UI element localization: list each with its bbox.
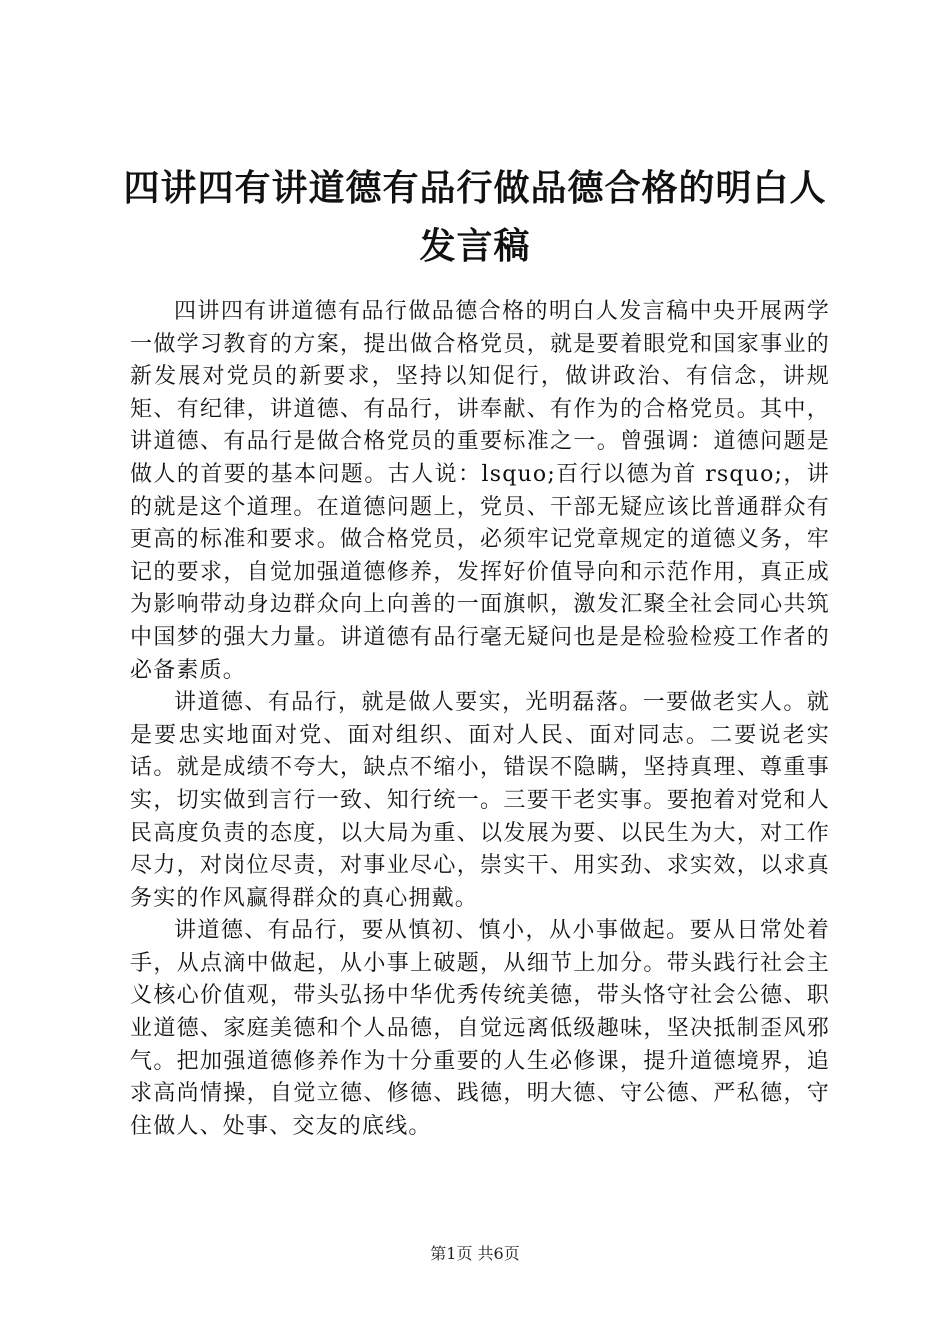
paragraph-3: 讲道德、有品行，要从慎初、慎小，从小事做起。要从日常处着手，从点滴中做起，从小事上破题，从细节上加分。带头践行社会主义核心价值观，带头弘扬中华优秀传统美德，带头恪守社会公德、职业道德、家庭美德和个人品德，自觉远离低级趣味，坚决抵制歪风邪气。把加强道德修养作为十分重要的人生必修课，提升道德境界，追求高尚情操，自觉立德、修德、践德，明大德、守公德、严私德，守住做人、处事、交友的底线。 [130, 918, 830, 1139]
document-body [130, 296, 830, 1143]
page-number-footer: 第1页 共6页 [430, 1244, 520, 1263]
paragraph-2: 讲道德、有品行，就是做人要实，光明磊落。一要做老实人。就是要忠实地面对党、面对组织、面对人民、面对同志。二要说老实话。就是成绩不夸大，缺点不缩小，错误不隐瞒，坚持真理、尊重事实，切实做到言行一致、知行统一。三要干老实事。要抱着对党和人民高度负责的态度，以大局为重、以发展为要、以民生为大，对工作尽力，对岗位尽责，对事业尽心，崇实干、用实劲、求实效，以求真务实的作风赢得群众的真心拥戴。 [130, 690, 830, 911]
document-title: 四讲四有讲道德有品行做品德合格的明白人发言稿 [123, 168, 827, 267]
paragraph-1: 四讲四有讲道德有品行做品德合格的明白人发言稿中央开展两学一做学习教育的方案，提出做合格党员，就是要着眼党和国家事业的新发展对党员的新要求，坚持以知促行，做讲政治、有信念，讲规矩、有纪律，讲道德、有品行，讲奉献、有作为的合格党员。其中，讲道德、有品行是做合格党员的重要标准之一。曾强调：道德问题是做人的首要的基本问题。古人说：lsquo;百行以德为首 rsquo;，讲的就是这个道理。在道德问题上，党员、干部无疑应该比普通群众有更高的标准和要求。做合格党员，必须牢记党章规定的道德义务，牢记的要求，自觉加强道德修养，发挥好价值导向和示范作用，真正成为影响带动身边群众向上向善的一面旗帜，激发汇聚全社会同心共筑中国梦的强大力量。讲道德有品行毫无疑问也是是检验检疫工作者的必备素质。 [130, 299, 830, 683]
